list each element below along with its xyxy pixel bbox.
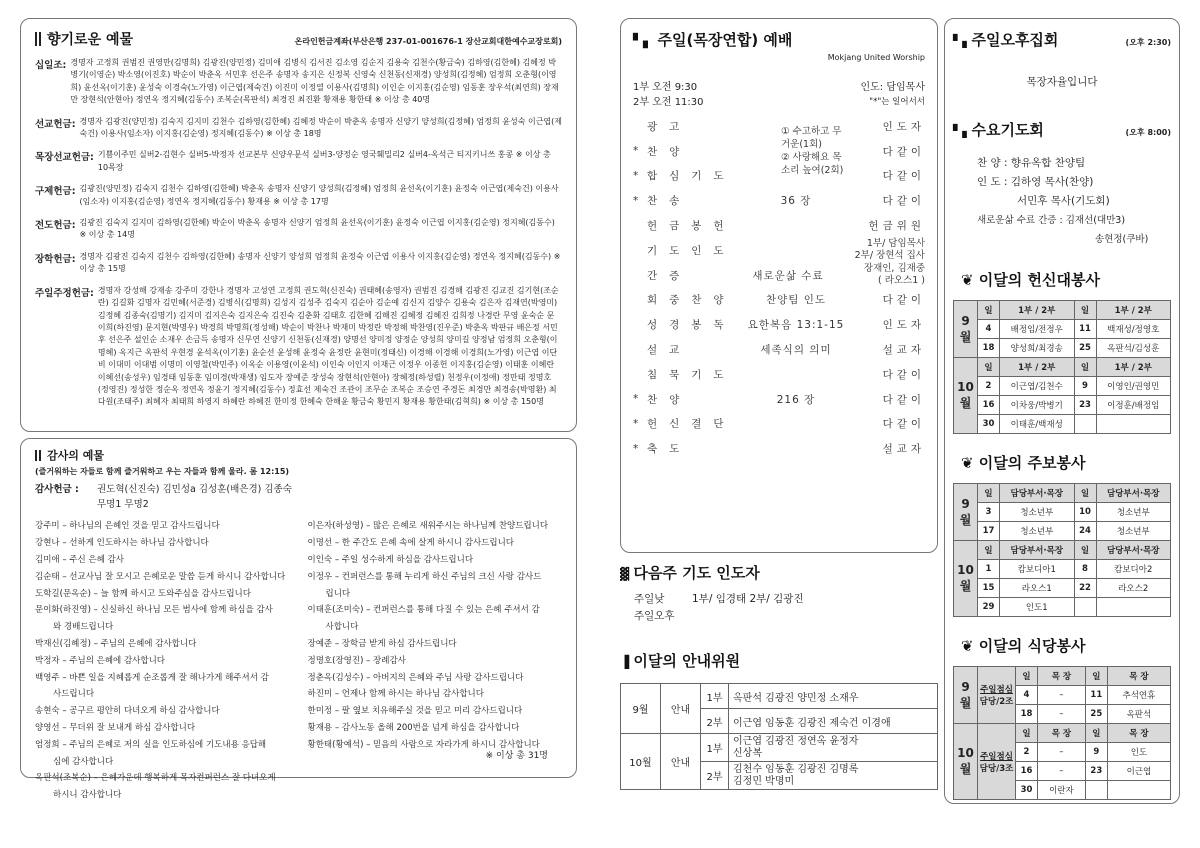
guide-part: 1부 xyxy=(701,734,729,762)
header-cell: 일 xyxy=(978,484,1000,503)
kitchen-cell: – xyxy=(1038,743,1086,762)
guide-part: 1부 xyxy=(701,684,729,709)
thanks-entry: 하진미 – 언제나 함께 하시는 하나님 감사합니다 xyxy=(307,689,484,700)
kitchen-cell: 23 xyxy=(1085,762,1107,781)
thanks-entry: 양영선 – 무더위 잘 보내게 하심 감사합니다 xyxy=(35,722,196,733)
kitchen-cell: 일 xyxy=(1016,724,1038,743)
order-content: ① 수고하고 무거운(1회) ② 사랑해요 목소리 높여(2회) xyxy=(781,126,844,177)
kitchen-cell: 2 xyxy=(1016,743,1038,762)
thanks-total: ※ 이상 총 31명 xyxy=(485,751,548,761)
order-role: 다같이 xyxy=(882,170,925,183)
order-item: 기도인도 xyxy=(647,244,736,257)
kitchen-cell: 일 xyxy=(1016,667,1038,686)
guide-role: 안내 xyxy=(661,734,701,790)
offering-names: 김광진(양민정) 김숙지 김천수 김하영(김한혜) 박춘옥 송명자 신양기 양성희(김정혜) 엄정희 윤선옥(이기훈) 윤정숙 이근엽(제숙건) 이용사(임소자) 이지홍(김순영) 정연옥 정지혜(김동수) 황재용 ※ 이상 총 17명 xyxy=(79,184,559,206)
offering-names: 경명자 고정희 권범진 권영만(김명희) 김광진(양민정) 김미애 김병식 김서진 김소영 김순지 김용숙 김천수(황금숙) 김하영(김한혜) 김혜정 박병기(이영순) 박소영(이진호) 박순이 박춘옥 서민후 선은주 송명자 송지은 신정복 신영숙 신천동(신재경) 양성희(김정혜) 엄정희 오춘형(이영희) 윤선옥(이기훈) 윤성숙 이경숙(노가영) 이근엽(제숙건) 이진미 이정열 이용사(김명희) 이인순 이지홍(김순영) 임동훈 장우석(최연희) 장재만 장현석(안현아) 정연옥 정지혜(김동수) 조복순(목판석) 최경진 최진환 황재용 황한태 ※ 이상 총 40명 xyxy=(70,58,559,105)
kitchen-cell: – xyxy=(1038,686,1086,705)
offering-label: 십일조: xyxy=(35,60,67,71)
schedule-cell: 양성희/최경송 xyxy=(1000,339,1075,358)
service-1: 1부 오전 9:30 xyxy=(633,82,698,93)
thanks-entry: 사드립니다 xyxy=(53,689,95,700)
worship-icon: ▘▖ xyxy=(633,34,658,49)
offering-section xyxy=(35,116,562,141)
right-column-box xyxy=(944,18,1180,804)
kitchen-cell: 일 xyxy=(1085,667,1107,686)
guide-part: 2부 xyxy=(701,709,729,734)
order-item: 헌금봉헌 xyxy=(647,220,736,233)
offering-names: 경명자 강성해 강재송 강주미 강한나 경명자 고성연 고정희 권도혁(신진숙) 권태혜(송영자) 권범진 김경해 김광진 김교진 김기현(조순란) 김길화 김명자 김민혜(서준경) 김병식(김명희) 김성지 김성주 김숙지 김순아 김순예 김신지 김양수 김용숙 김은자 김재연(박영미) 김정혜 김종숙(김명기) 김지미 김지은숙 김지은숙 김진숙 김춘화 김태호 김한혜 김해진 김혜정 김혜진 김희정 나경란 무영 윤숙순 문이희(하진영) 문지현(박명우) 박경희 박명희(정성해) 박순이 박찬나 박재미 박정란 박정해 박찬영(진우준) 박춘옥 박판규 배은정 서민후 선은주 설인순 소재우 손금득 송명자 신무연 신양기 신천동(신재경) 양명선 양미정 양정순 양성희 양미길 양정남 엄정희 오춘형(이명혜) 옥지근 옥판석 우현경 윤석옥(이기훈) 윤순선 윤성해 윤정숙 윤정란 윤현미(정태신) 이경해 이경해 이경희(노가영) 이근엽 이단비 이대미 이대범 이명미 이영철(박민주) 이옥순 이용영(이윤석) 이인숙 이인지 이재근 이정우 이종헌 이지홍(김순영) 이태훈 이혜란 이혜선(송성우) 임경태 임동훈 임미경(박재생) 임도자 장예준 장성숙 장현석(안현아) 장혜정(하성렬) 천정우(이정애) 정만태 정명호(정영진) 정성한 정순옥 정연옥 정윤기 정지혜(김동수) 정효선 제숙건 조관이 조무순 조복순 조승연 주경돈 최경만 최경송(박명환) 최다원(조태주) 최혜자 최태희 하영지 하혜란 하혜진 한미정 한혜숙 한해윤 황금숙 황민지 황재용 황한태(김혁희) ※ 이상 총 150명 xyxy=(97,285,559,407)
kitchen-label xyxy=(978,667,1016,724)
offering-label: 장학헌금: xyxy=(35,253,76,265)
guides-table xyxy=(620,683,938,790)
ribbon-icon: ❦ xyxy=(961,637,979,655)
header-cell: 담당부서·목장 xyxy=(1000,541,1075,560)
offering-label: 구제헌금: xyxy=(35,186,76,198)
schedule-cell: 22 xyxy=(1074,579,1096,598)
thanks-entry: 하시니 감사합니다 xyxy=(53,790,122,801)
kitchen-cell: 이란자 xyxy=(1038,781,1086,800)
kitchen-cell: 11 xyxy=(1085,686,1107,705)
schedule-cell: 청소년부 xyxy=(1096,522,1171,541)
ribbon-icon: ❦ xyxy=(961,454,979,472)
schedule-header-row xyxy=(954,541,1171,560)
offering-section xyxy=(35,285,562,409)
month-cell: 9 월 xyxy=(954,484,978,541)
thanks-entry: 한미정 – 팔 옆보 치유해주실 것을 믿고 미리 감사드립니다 xyxy=(307,706,523,717)
guide-names: 이근엽 임동훈 김광진 제숙건 이경애 xyxy=(729,709,938,734)
thanks-entry: 심에 감사합니다 xyxy=(53,756,114,767)
order-star: * xyxy=(633,169,639,182)
schedule-cell: 29 xyxy=(978,598,1000,617)
schedule-cell: 배정임/전정우 xyxy=(1000,320,1075,339)
schedule-cell: 캄보디아1 xyxy=(1000,560,1075,579)
order-content: 36 장 xyxy=(780,195,812,208)
section-icon: ▘▖ xyxy=(953,124,972,138)
thanks-entry: 강현나 – 선하게 인도하시는 하나님 감사합니다 xyxy=(35,538,209,549)
schedule-cell: 8 xyxy=(1074,560,1096,579)
thanks-entry: 문이화(하진영) – 신실하신 하나님 모든 범사에 함께 하심을 감사 xyxy=(35,605,273,616)
schedule-cell: 15 xyxy=(978,579,1000,598)
wednesday-title: 수요기도회 xyxy=(971,121,1044,139)
kitchen-cell: 25 xyxy=(1085,705,1107,724)
order-item: 성경봉독 xyxy=(647,319,736,332)
order-star: * xyxy=(633,442,639,455)
kitchen-cell xyxy=(1107,781,1170,800)
schedule-header-row xyxy=(954,301,1171,320)
order-role: 다같이 xyxy=(882,418,925,431)
kitchen-row xyxy=(954,667,1171,686)
schedule-cell: 24 xyxy=(1074,522,1096,541)
thanks-entry: 와 경배드립니다 xyxy=(53,622,114,633)
thanks-entry: 송현숙 – 공구르 평안히 다녀오게 하심 감사합니다 xyxy=(35,706,220,717)
section-icon: ▘▖ xyxy=(953,34,972,48)
order-item: 찬양 xyxy=(647,393,692,406)
schedule-header-row xyxy=(954,484,1171,503)
schedule-header-row xyxy=(954,358,1171,377)
devotion-title: 이달의 헌신대봉사 xyxy=(978,271,1100,289)
wednesday-lead-2: 서민후 목사(기도회) xyxy=(1017,195,1110,207)
schedule-cell: 청소년부 xyxy=(1000,503,1075,522)
schedule-cell: 이태훈/백재성 xyxy=(1000,415,1075,434)
order-row xyxy=(633,238,925,263)
kitchen-label-1: 주일점심 xyxy=(980,751,1013,762)
thanks-entry: 박재신(김혜정) – 주님의 은혜에 감사합니다 xyxy=(35,638,197,649)
schedule-cell: 4 xyxy=(978,320,1000,339)
order-role: 설교자 xyxy=(882,443,925,456)
offering-names: 기쁨이주민 실버2-김현수 실버5-박정자 선교본부 신양우문석 실버3-양정순 영국훼밀리2 실버4-옥석근 티지키니쓰 홍콩 ※ 이상 총 10목장 xyxy=(97,150,551,172)
header-cell: 담당부서·목장 xyxy=(1096,484,1171,503)
header-cell: 1부 / 2부 xyxy=(1096,358,1171,377)
account-info: 온라인헌금계좌(부산은행 237-01-001676-1 장산교회대한예수교장로회) xyxy=(294,37,562,46)
schedule-row xyxy=(954,560,1171,579)
thanks-entry: 옥판석(조복순) – 은혜가운데 행복하게 목자컨퍼런스 잘 다녀오게 xyxy=(35,773,276,784)
kitchen-cell: 목 장 xyxy=(1038,724,1086,743)
order-star: * xyxy=(633,417,639,430)
offering-label: 전도헌금: xyxy=(35,220,76,232)
offering-list xyxy=(35,57,562,409)
order-item: 간증 xyxy=(647,269,692,282)
offering-section xyxy=(35,57,562,107)
kitchen-cell: 9 xyxy=(1085,743,1107,762)
order-row xyxy=(633,412,925,437)
thanks-entry: 황한태(황예석) – 믿음의 사람으로 자라가게 하시니 감사합니다 xyxy=(307,739,540,750)
thanks-offering-names-2: 무명1 무명2 xyxy=(97,499,149,511)
header-cell: 일 xyxy=(1074,484,1096,503)
section-icon: ▐ xyxy=(620,655,634,669)
schedule-row xyxy=(954,396,1171,415)
wednesday-praise: 찬 양 : 향유옥합 찬양팀 xyxy=(977,157,1086,169)
order-item: 축도 xyxy=(647,443,692,456)
order-row xyxy=(633,387,925,412)
schedule-cell: 청소년부 xyxy=(1000,522,1075,541)
schedule-row xyxy=(954,598,1171,617)
thanks-entry: 이인숙 – 주일 성수하게 하심을 감사드립니다 xyxy=(307,555,474,565)
order-content: 요한복음 13:1-15 xyxy=(747,319,845,332)
schedule-cell: 30 xyxy=(978,415,1000,434)
schedule-cell xyxy=(1074,415,1096,434)
month-cell: 9 월 xyxy=(954,667,978,724)
guide-month: 9월 xyxy=(621,684,661,734)
grad-label: 새로운삶 수료 간증 : xyxy=(977,215,1063,226)
order-item: 광고 xyxy=(647,120,692,133)
schedule-cell: 10 xyxy=(1074,503,1096,522)
guide-role: 안내 xyxy=(661,684,701,734)
next-prayer-section xyxy=(620,562,938,625)
month-cell: 10 월 xyxy=(954,541,978,617)
bulletin-table xyxy=(953,483,1171,617)
thanks-entry: 립니다 xyxy=(325,588,351,599)
schedule-cell: 16 xyxy=(978,396,1000,415)
order-row xyxy=(633,436,925,461)
schedule-cell xyxy=(1096,598,1171,617)
kitchen-cell: 목 장 xyxy=(1038,667,1086,686)
thanks-box xyxy=(20,438,577,801)
schedule-cell: 1 xyxy=(978,560,1000,579)
schedule-cell: 옥판석/김성훈 xyxy=(1096,339,1171,358)
header-cell: 일 xyxy=(978,301,1000,320)
next-prayer-title: 다음주 기도 인도자 xyxy=(633,564,760,582)
guides-section xyxy=(620,650,938,790)
order-item: 찬양 xyxy=(647,145,692,158)
wednesday-time: (오후 8:00) xyxy=(1125,128,1171,137)
kitchen-cell: 인도 xyxy=(1107,743,1170,762)
schedule-cell: 이영인/권영민 xyxy=(1096,377,1171,396)
schedule-row xyxy=(954,320,1171,339)
schedule-cell: 청소년부 xyxy=(1096,503,1171,522)
worship-box xyxy=(620,18,938,553)
worship-subtitle: Mokjang United Worship xyxy=(827,53,925,62)
thanks-entry: 정명호(장영진) – 장례감사 xyxy=(307,655,406,666)
schedule-cell xyxy=(1074,598,1096,617)
schedule-cell: 23 xyxy=(1074,396,1096,415)
thanks-left-column xyxy=(35,518,290,804)
thanks-entry: 정춘옥(김성수) – 아버지의 은혜와 주님 사랑 감사드립니다 xyxy=(307,672,524,683)
kitchen-label-1: 주일점심 xyxy=(980,685,1013,695)
schedule-cell: 17 xyxy=(978,522,1000,541)
month-cell: 10 월 xyxy=(954,724,978,800)
schedule-cell: 이정훈/배정임 xyxy=(1096,396,1171,415)
offering-box xyxy=(20,18,577,432)
bulletin-title: 이달의 주보봉사 xyxy=(978,454,1086,472)
order-role: 다같이 xyxy=(882,145,925,158)
guides-title: 이달의 안내위원 xyxy=(633,652,741,670)
order-role: 설교자 xyxy=(882,344,925,357)
header-cell: 담당부서·목장 xyxy=(1096,541,1171,560)
thanks-entry: 이명선 – 한 주간도 은혜 속에 살게 하시니 감사드립니다 xyxy=(307,538,515,549)
offering-section xyxy=(35,183,562,208)
schedule-row xyxy=(954,339,1171,358)
order-role: 인도자 xyxy=(882,319,925,332)
month-cell: 9 월 xyxy=(954,301,978,358)
order-star: * xyxy=(633,393,639,406)
offering-label: 목장선교헌금: xyxy=(35,152,94,164)
schedule-cell: 라오스1 xyxy=(1000,579,1075,598)
order-row xyxy=(633,337,925,362)
wednesday-lead: 인 도 : 김하영 목사(찬양) xyxy=(977,176,1094,188)
order-content: 새로운삶 수료 xyxy=(752,269,824,282)
next-prayer-value-1: 1부/ 임경태 2부/ 김광진 xyxy=(692,593,804,605)
devotion-table xyxy=(953,300,1171,434)
order-item: 헌신결단 xyxy=(647,418,736,431)
thanks-entry: 백영주 – 바쁜 일을 지혜롭게 순조롭게 잘 해나가게 해주셔서 감 xyxy=(35,672,269,683)
afternoon-body: 목장자율입니다 xyxy=(1026,76,1098,88)
order-item: 회중찬양 xyxy=(647,294,736,307)
standing-note: "*"는 일어서서 xyxy=(869,97,925,107)
header-cell: 일 xyxy=(1074,301,1096,320)
schedule-row xyxy=(954,503,1171,522)
order-row xyxy=(633,263,925,288)
schedule-cell: 25 xyxy=(1074,339,1096,358)
kitchen-cell: 16 xyxy=(1016,762,1038,781)
grad-2: 송현정(쿠바) xyxy=(1095,234,1149,245)
kitchen-cell: 목 장 xyxy=(1107,667,1170,686)
offering-names: 김광진 김숙지 김지미 김하영(김한혜) 박순이 박춘옥 송명자 신양기 엄정희 윤선옥(이기훈) 윤정숙 이근엽 이지홍(김순영) 정지혜(김동수) ※ 이상 총 14명 xyxy=(79,218,555,240)
schedule-row xyxy=(954,377,1171,396)
offering-label: 주일주정헌금: xyxy=(35,287,94,299)
offering-section xyxy=(35,149,562,174)
section-icon: ▓ xyxy=(620,567,634,581)
order-role: 다같이 xyxy=(882,393,925,406)
month-cell: 10 월 xyxy=(954,358,978,434)
kitchen-table xyxy=(953,666,1171,800)
schedule-row xyxy=(954,579,1171,598)
bracket-icon xyxy=(35,450,41,461)
schedule-cell: 18 xyxy=(978,339,1000,358)
kitchen-label xyxy=(978,724,1016,800)
offering-names: 경명자 김광진(양민정) 김숙지 김지미 김천수 김하영(김한혜) 김혜정 박순이 박춘옥 송명자 신양기 양성희(김정혜) 엄정희 윤성숙 이근엽(제숙건) 이용사(임소자) 이지홍(김순영) 정지혜(김동수) ※ 이상 총 18명 xyxy=(79,116,562,139)
order-item: 설교 xyxy=(647,344,692,357)
schedule-cell: 백재성/정영호 xyxy=(1096,320,1171,339)
header-cell: 담당부서·목장 xyxy=(1000,484,1075,503)
thanks-entry: 박정자 – 주님의 은혜에 감사합니다 xyxy=(35,655,166,666)
thanks-entry: 이은자(하성영) – 많은 은혜로 새워주시는 하나님께 찬양드립니다 xyxy=(307,521,549,532)
order-content: 찬양팀 인도 xyxy=(765,294,827,307)
thanks-entry: 강주미 – 하나님의 은혜인 것을 믿고 감사드립니다 xyxy=(35,521,220,532)
thanks-offering-names: 권도혁(신진숙) 김민성a 김성훈(배은경) 김종숙 xyxy=(97,484,292,496)
order-row xyxy=(633,288,925,313)
order-star: * xyxy=(633,145,639,158)
header-cell: 일 xyxy=(978,541,1000,560)
header-cell: 1부 / 2부 xyxy=(1000,301,1075,320)
order-row xyxy=(633,213,925,238)
schedule-cell: 캄보디아2 xyxy=(1096,560,1171,579)
thanks-entry: 김미애 – 주신 은혜 감사 xyxy=(35,555,124,565)
kitchen-cell: 목 장 xyxy=(1107,724,1170,743)
header-cell: 일 xyxy=(1074,541,1096,560)
kitchen-cell: 추석연휴 xyxy=(1107,686,1170,705)
kitchen-cell: 이근엽 xyxy=(1107,762,1170,781)
guide-names: 김천수 임동훈 김광진 김명록 김정민 박명미 xyxy=(729,762,938,790)
kitchen-title: 이달의 식당봉사 xyxy=(978,637,1086,655)
schedule-cell xyxy=(1096,415,1171,434)
kitchen-cell: – xyxy=(1038,705,1086,724)
ribbon-icon: ❦ xyxy=(961,271,979,289)
next-prayer-label-2: 주일오후 xyxy=(634,610,675,622)
order-role: 다같이 xyxy=(882,294,925,307)
schedule-cell: 9 xyxy=(1074,377,1096,396)
afternoon-title: 주일오후집회 xyxy=(971,31,1059,49)
kitchen-cell xyxy=(1085,781,1107,800)
schedule-row xyxy=(954,415,1171,434)
kitchen-cell: 옥판석 xyxy=(1107,705,1170,724)
thanks-entry: 사합니다 xyxy=(325,622,359,633)
kitchen-cell: 18 xyxy=(1016,705,1038,724)
order-row xyxy=(633,188,925,213)
kitchen-label-2: 담당/3조 xyxy=(979,763,1014,774)
order-content: 세족식의 의미 xyxy=(760,344,832,357)
afternoon-time: (오후 2:30) xyxy=(1125,38,1171,47)
kitchen-cell: 일 xyxy=(1085,724,1107,743)
thanks-entry: 도학길(문옥순) – 늘 함께 하시고 도와주심을 감사드립니다 xyxy=(35,588,251,599)
header-cell: 일 xyxy=(1074,358,1096,377)
order-row xyxy=(633,312,925,337)
header-cell: 일 xyxy=(978,358,1000,377)
thanks-entry: 이정우 – 컨퍼런스를 통해 누리게 하신 주님의 크신 사랑 감사드 xyxy=(307,571,542,582)
order-item: 합심기도 xyxy=(647,170,736,183)
thanks-entry: 황재용 – 감사노동 올해 200번을 넘게 하심을 감사합니다 xyxy=(307,722,520,733)
order-role: 헌금위원 xyxy=(868,220,925,233)
order-role: 장재인, 김재중 ( 라오스1 ) xyxy=(863,263,925,287)
offering-title: 향기로운 예물 xyxy=(47,32,134,48)
offering-section xyxy=(35,217,562,242)
guide-names: 이근엽 김광진 정연옥 윤정자 신상복 xyxy=(729,734,938,762)
thanks-offering-label: 감사헌금 : xyxy=(35,484,79,496)
order-row xyxy=(633,362,925,387)
schedule-row xyxy=(954,522,1171,541)
order-of-service xyxy=(633,114,925,461)
bracket-icon xyxy=(35,32,41,46)
offering-label: 선교헌금: xyxy=(35,118,76,130)
order-role: 인도자 xyxy=(882,120,925,133)
schedule-cell: 2 xyxy=(978,377,1000,396)
offering-section xyxy=(35,251,562,276)
kitchen-cell: 30 xyxy=(1016,781,1038,800)
order-item: 침묵기도 xyxy=(647,368,736,381)
schedule-cell: 이근엽/김천수 xyxy=(1000,377,1075,396)
order-role: 1부/ 담임목사 2부/ 장현석 집사 xyxy=(854,238,925,262)
guide-part: 2부 xyxy=(701,762,729,790)
thanks-title: 감사의 예물 xyxy=(47,449,104,462)
order-role: 다같이 xyxy=(882,368,925,381)
order-item: 찬송 xyxy=(647,195,692,208)
kitchen-label-2: 담당/2조 xyxy=(979,697,1014,707)
order-role: 다같이 xyxy=(882,195,925,208)
header-cell: 1부 / 2부 xyxy=(1096,301,1171,320)
thanks-entry: 김순태 – 선교사님 잘 모시고 은혜로운 말씀 듣게 하시니 감사합니다 xyxy=(35,571,286,582)
schedule-cell: 3 xyxy=(978,503,1000,522)
next-prayer-label-1: 주일낮 xyxy=(634,593,665,605)
order-star: * xyxy=(633,194,639,207)
thanks-entry: 엄정희 – 주님의 은혜로 저의 실을 인도하심에 기도내용 응답해 xyxy=(35,739,267,750)
schedule-cell: 인도1 xyxy=(1000,598,1075,617)
worship-lead: 인도: 담임목사 xyxy=(860,82,925,93)
guide-month: 10월 xyxy=(621,734,661,790)
thanks-verse: (즐거워하는 자들로 함께 즐거워하고 우는 자들과 함께 울라. 롬 12:15) xyxy=(35,467,290,476)
service-2: 2부 오전 11:30 xyxy=(633,97,704,108)
worship-title: 주일(목장연합) 예배 xyxy=(657,31,793,49)
kitchen-row xyxy=(954,724,1171,743)
guide-names: 옥판석 김광진 양민정 소재우 xyxy=(729,684,938,709)
header-cell: 1부 / 2부 xyxy=(1000,358,1075,377)
schedule-cell: 이차웅/박병기 xyxy=(1000,396,1075,415)
order-content: 216 장 xyxy=(776,393,816,406)
offering-names: 경명자 김광진 김숙지 김천수 김하영(김한혜) 송명자 신양기 양성희 엄정희 윤정숙 이근엽 이용사 이지홍(김순영) 정연옥 정지혜(김동수) ※ 이상 총 15명 xyxy=(79,251,561,274)
kitchen-cell: 4 xyxy=(1016,686,1038,705)
schedule-cell: 11 xyxy=(1074,320,1096,339)
grad-1: 김재선(대만3) xyxy=(1065,215,1126,226)
schedule-cell: 라오스2 xyxy=(1096,579,1171,598)
thanks-entry: 장예준 – 장학금 받게 하심 감사드립니다 xyxy=(307,638,457,649)
kitchen-cell: – xyxy=(1038,762,1086,781)
thanks-entry: 이태훈(조미숙) – 컨퍼런스를 통해 다질 수 있는 은혜 주셔서 감 xyxy=(307,605,540,616)
